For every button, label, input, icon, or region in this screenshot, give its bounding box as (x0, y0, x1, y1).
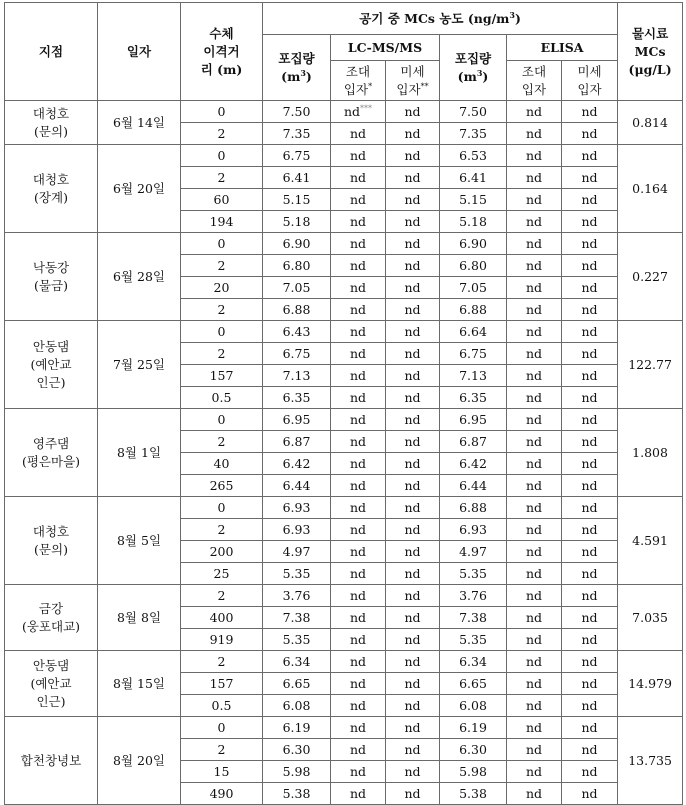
site-cell: 대청호 (문의) (5, 101, 98, 145)
header-volume-lcms: 포집량 $(m^3)$ (263, 35, 331, 101)
distance-cell: 20 (181, 277, 263, 299)
lcms-fine-cell: nd (386, 321, 440, 343)
footnote-coarse: * (368, 81, 373, 91)
header-lcms-fine (386, 61, 440, 101)
water-mcs-cell: 13.735 (618, 717, 683, 805)
elisa-coarse-cell: nd (507, 123, 562, 145)
lcms-fine-cell: nd (386, 387, 440, 409)
lcms-fine-cell: nd (386, 739, 440, 761)
mcs-concentration-table (4, 2, 683, 805)
lcms-fine-cell: nd (386, 431, 440, 453)
distance-cell: 2 (181, 651, 263, 673)
lcms-coarse-cell: nd (331, 277, 386, 299)
distance-cell: 2 (181, 123, 263, 145)
volume-elisa-cell: 6.42 (440, 453, 507, 475)
volume-lcms-cell: 5.98 (263, 761, 331, 783)
volume-lcms-cell: 6.65 (263, 673, 331, 695)
distance-cell: 0 (181, 497, 263, 519)
volume-lcms-cell: 5.38 (263, 783, 331, 805)
distance-cell: 2 (181, 431, 263, 453)
distance-cell: 25 (181, 563, 263, 585)
distance-cell: 2 (181, 299, 263, 321)
volume-lcms-cell: 6.41 (263, 167, 331, 189)
volume-lcms-cell: 6.30 (263, 739, 331, 761)
elisa-fine-cell: nd (562, 299, 618, 321)
lcms-coarse-cell: nd (331, 343, 386, 365)
elisa-coarse-cell: nd (507, 519, 562, 541)
elisa-fine-cell: nd (562, 739, 618, 761)
volume-lcms-cell: 5.18 (263, 211, 331, 233)
volume-lcms-cell: 6.75 (263, 343, 331, 365)
lcms-fine-cell: nd (386, 629, 440, 651)
lcms-fine-cell: nd (386, 123, 440, 145)
header-elisa: ELISA (507, 35, 618, 61)
volume-lcms-cell: 6.34 (263, 651, 331, 673)
lcms-coarse-cell: nd (331, 519, 386, 541)
header-lcms-coarse (331, 61, 386, 101)
distance-cell: 0 (181, 101, 263, 123)
elisa-fine-cell: nd (562, 497, 618, 519)
elisa-coarse-cell: nd (507, 387, 562, 409)
date-cell: 6월 20일 (98, 145, 181, 233)
header-air-concentration (263, 3, 618, 35)
lcms-fine-cell: nd (386, 409, 440, 431)
volume-elisa-cell: 6.30 (440, 739, 507, 761)
lcms-fine-cell: nd (386, 541, 440, 563)
site-cell: 낙동강 (물금) (5, 233, 98, 321)
elisa-coarse-cell: nd (507, 739, 562, 761)
lcms-fine-cell: nd (386, 453, 440, 475)
elisa-coarse-cell: nd (507, 211, 562, 233)
lcms-coarse-cell: nd (331, 189, 386, 211)
lcms-coarse-cell: nd (331, 255, 386, 277)
volume-lcms-cell: 7.13 (263, 365, 331, 387)
elisa-fine-cell: nd (562, 101, 618, 123)
site-cell: 대청호 (장계) (5, 145, 98, 233)
lcms-coarse-cell: nd (331, 651, 386, 673)
volume-elisa-cell: 7.05 (440, 277, 507, 299)
volume-lcms-cell: 3.76 (263, 585, 331, 607)
water-mcs-cell: 14.979 (618, 651, 683, 717)
elisa-fine-cell: nd (562, 365, 618, 387)
header-distance: 수체 이격거 리 (m) (181, 3, 263, 101)
table-row (5, 101, 683, 123)
water-mcs-cell: 0.164 (618, 145, 683, 233)
lcms-fine-cell: nd (386, 167, 440, 189)
elisa-coarse-cell: nd (507, 299, 562, 321)
table-row (5, 409, 683, 431)
elisa-coarse-cell: nd (507, 167, 562, 189)
distance-cell: 2 (181, 585, 263, 607)
site-cell: 안동댐 (예안교 인근) (5, 321, 98, 409)
lcms-coarse-cell: nd (331, 123, 386, 145)
volume-lcms-cell: 5.35 (263, 563, 331, 585)
lcms-fine-cell: nd (386, 365, 440, 387)
elisa-coarse-cell: nd (507, 189, 562, 211)
elisa-coarse-cell: nd (507, 343, 562, 365)
elisa-coarse-cell: nd (507, 321, 562, 343)
elisa-fine-cell: nd (562, 387, 618, 409)
elisa-fine-cell: nd (562, 695, 618, 717)
lcms-coarse-cell: nd (331, 233, 386, 255)
elisa-coarse-cell: nd (507, 101, 562, 123)
volume-elisa-cell: 6.08 (440, 695, 507, 717)
header-site: 지점 (5, 3, 98, 101)
volume-elisa-cell: 5.15 (440, 189, 507, 211)
distance-cell: 0 (181, 717, 263, 739)
volume-lcms-cell: 6.35 (263, 387, 331, 409)
lcms-fine-cell: nd (386, 783, 440, 805)
elisa-coarse-cell: nd (507, 783, 562, 805)
elisa-coarse-cell: nd (507, 629, 562, 651)
volume-elisa-cell: 6.41 (440, 167, 507, 189)
lcms-fine-cell: nd (386, 211, 440, 233)
lcms-fine-cell: nd (386, 475, 440, 497)
lcms-fine-cell: nd (386, 717, 440, 739)
distance-cell: 0 (181, 409, 263, 431)
elisa-coarse-cell: nd (507, 277, 562, 299)
lcms-coarse-cell: nd (331, 431, 386, 453)
elisa-coarse-cell: nd (507, 651, 562, 673)
table-row (5, 651, 683, 673)
lcms-coarse-cell: nd (331, 497, 386, 519)
water-mcs-cell: 0.814 (618, 101, 683, 145)
lcms-coarse-cell: nd (331, 541, 386, 563)
elisa-coarse-cell: nd (507, 145, 562, 167)
elisa-coarse-cell: nd (507, 255, 562, 277)
elisa-fine-cell: nd (562, 607, 618, 629)
lcms-fine-cell: nd (386, 563, 440, 585)
elisa-fine-cell: nd (562, 717, 618, 739)
elisa-fine-cell: nd (562, 321, 618, 343)
volume-elisa-cell: 6.87 (440, 431, 507, 453)
distance-cell: 60 (181, 189, 263, 211)
distance-cell: 400 (181, 607, 263, 629)
distance-cell: 0.5 (181, 387, 263, 409)
volume-lcms-cell: 6.19 (263, 717, 331, 739)
site-cell: 대청호 (문의) (5, 497, 98, 585)
site-cell: 금강 (웅포대교) (5, 585, 98, 651)
elisa-fine-cell: nd (562, 343, 618, 365)
distance-cell: 919 (181, 629, 263, 651)
lcms-coarse-cell: nd (331, 299, 386, 321)
header-lcms-fine-text: 미세 입자 (396, 63, 425, 97)
distance-cell: 157 (181, 673, 263, 695)
lcms-coarse-cell: nd (331, 211, 386, 233)
lcms-fine-cell: nd (386, 585, 440, 607)
lcms-fine-cell: nd (386, 277, 440, 299)
elisa-coarse-cell: nd (507, 607, 562, 629)
elisa-fine-cell: nd (562, 519, 618, 541)
date-cell: 7월 25일 (98, 321, 181, 409)
volume-lcms-cell: 5.35 (263, 629, 331, 651)
site-cell: 영주댐 (평은마을) (5, 409, 98, 497)
volume-elisa-cell: 6.53 (440, 145, 507, 167)
lcms-fine-cell: nd (386, 651, 440, 673)
volume-lcms-cell: 6.93 (263, 497, 331, 519)
volume-lcms-cell: 6.44 (263, 475, 331, 497)
table-row (5, 321, 683, 343)
header-elisa-coarse: 조대 입자 (507, 61, 562, 101)
elisa-fine-cell: nd (562, 431, 618, 453)
lcms-fine-cell: nd (386, 519, 440, 541)
distance-cell: 15 (181, 761, 263, 783)
lcms-fine-cell: nd (386, 255, 440, 277)
lcms-coarse-cell: nd (331, 387, 386, 409)
lcms-coarse-cell: nd (331, 409, 386, 431)
header-volume-elisa: 포집량 $(m^3)$ (440, 35, 507, 101)
date-cell: 6월 14일 (98, 101, 181, 145)
volume-elisa-cell: 6.34 (440, 651, 507, 673)
lcms-fine-cell: nd (386, 761, 440, 783)
table-body (5, 101, 683, 805)
volume-elisa-cell: 7.35 (440, 123, 507, 145)
volume-lcms-cell: 6.08 (263, 695, 331, 717)
elisa-coarse-cell: nd (507, 475, 562, 497)
header-lcms-coarse-text: 조대 입자 (343, 63, 371, 97)
distance-cell: 200 (181, 541, 263, 563)
volume-elisa-cell: 6.88 (440, 497, 507, 519)
elisa-fine-cell: nd (562, 453, 618, 475)
volume-lcms-cell: 7.35 (263, 123, 331, 145)
volume-lcms-cell: 6.43 (263, 321, 331, 343)
lcms-coarse-cell: nd (331, 585, 386, 607)
elisa-fine-cell: nd (562, 541, 618, 563)
volume-elisa-cell: 6.80 (440, 255, 507, 277)
elisa-fine-cell: nd (562, 145, 618, 167)
distance-cell: 2 (181, 519, 263, 541)
date-cell: 8월 15일 (98, 651, 181, 717)
elisa-coarse-cell: nd (507, 541, 562, 563)
table-header (5, 3, 683, 101)
volume-lcms-cell: 7.38 (263, 607, 331, 629)
lcms-coarse-cell: nd (331, 167, 386, 189)
water-mcs-cell: 1.808 (618, 409, 683, 497)
header-air-concentration-text: 공기 중 MCs 농도 $(ng/m^3)$ (359, 9, 521, 26)
volume-elisa-cell: 5.35 (440, 629, 507, 651)
volume-elisa-cell: 6.95 (440, 409, 507, 431)
distance-cell: 0.5 (181, 695, 263, 717)
lcms-coarse-cell: nd (331, 475, 386, 497)
distance-cell: 2 (181, 255, 263, 277)
lcms-coarse-cell: nd (331, 629, 386, 651)
lcms-coarse-cell: nd (331, 673, 386, 695)
volume-lcms-cell: 6.75 (263, 145, 331, 167)
elisa-coarse-cell: nd (507, 233, 562, 255)
elisa-coarse-cell: nd (507, 695, 562, 717)
water-mcs-cell: 0.227 (618, 233, 683, 321)
volume-lcms-cell: 4.97 (263, 541, 331, 563)
table-row (5, 145, 683, 167)
elisa-coarse-cell: nd (507, 673, 562, 695)
volume-elisa-cell: 6.44 (440, 475, 507, 497)
lcms-coarse-cell: nd (331, 695, 386, 717)
site-cell: 합천창녕보 (5, 717, 98, 805)
elisa-fine-cell: nd (562, 651, 618, 673)
volume-elisa-cell: 5.98 (440, 761, 507, 783)
footnote-fine: ** (420, 81, 429, 91)
distance-cell: 0 (181, 233, 263, 255)
elisa-coarse-cell: nd (507, 431, 562, 453)
volume-elisa-cell: 6.90 (440, 233, 507, 255)
lcms-coarse-cell: nd (331, 783, 386, 805)
volume-elisa-cell: 6.88 (440, 299, 507, 321)
water-mcs-cell: 122.77 (618, 321, 683, 409)
elisa-fine-cell: nd (562, 189, 618, 211)
volume-elisa-cell: 5.35 (440, 563, 507, 585)
elisa-fine-cell: nd (562, 167, 618, 189)
lcms-coarse-cell: nd (331, 145, 386, 167)
lcms-coarse-cell: nd (331, 739, 386, 761)
volume-elisa-cell: 4.97 (440, 541, 507, 563)
elisa-coarse-cell: nd (507, 585, 562, 607)
elisa-fine-cell: nd (562, 585, 618, 607)
elisa-fine-cell: nd (562, 783, 618, 805)
distance-cell: 265 (181, 475, 263, 497)
date-cell: 8월 5일 (98, 497, 181, 585)
volume-elisa-cell: 6.64 (440, 321, 507, 343)
water-mcs-cell: 7.035 (618, 585, 683, 651)
date-cell: 8월 1일 (98, 409, 181, 497)
volume-elisa-cell: 7.50 (440, 101, 507, 123)
lcms-coarse-cell: nd (331, 321, 386, 343)
volume-lcms-cell: 7.05 (263, 277, 331, 299)
volume-elisa-cell: 6.65 (440, 673, 507, 695)
volume-lcms-cell: 6.80 (263, 255, 331, 277)
header-lcms: LC-MS/MS (331, 35, 440, 61)
date-cell: 8월 20일 (98, 717, 181, 805)
footnote-nd: *** (360, 103, 373, 113)
elisa-coarse-cell: nd (507, 365, 562, 387)
table-row (5, 497, 683, 519)
date-cell: 6월 28일 (98, 233, 181, 321)
header-date: 일자 (98, 3, 181, 101)
elisa-coarse-cell: nd (507, 761, 562, 783)
lcms-fine-cell: nd (386, 145, 440, 167)
volume-elisa-cell: 6.19 (440, 717, 507, 739)
lcms-fine-cell: nd (386, 673, 440, 695)
volume-lcms-cell: 6.90 (263, 233, 331, 255)
distance-cell: 157 (181, 365, 263, 387)
distance-cell: 490 (181, 783, 263, 805)
lcms-fine-cell: nd (386, 607, 440, 629)
elisa-fine-cell: nd (562, 761, 618, 783)
table-row (5, 233, 683, 255)
volume-lcms-cell: 6.95 (263, 409, 331, 431)
lcms-coarse-cell: nd*** (331, 101, 386, 123)
elisa-fine-cell: nd (562, 233, 618, 255)
volume-elisa-cell: 7.38 (440, 607, 507, 629)
elisa-fine-cell: nd (562, 409, 618, 431)
elisa-fine-cell: nd (562, 255, 618, 277)
table-row (5, 717, 683, 739)
elisa-fine-cell: nd (562, 673, 618, 695)
elisa-fine-cell: nd (562, 475, 618, 497)
lcms-coarse-cell: nd (331, 365, 386, 387)
distance-cell: 40 (181, 453, 263, 475)
volume-elisa-cell: 5.18 (440, 211, 507, 233)
distance-cell: 2 (181, 739, 263, 761)
lcms-coarse-cell: nd (331, 563, 386, 585)
elisa-fine-cell: nd (562, 629, 618, 651)
distance-cell: 2 (181, 343, 263, 365)
elisa-fine-cell: nd (562, 123, 618, 145)
volume-lcms-cell: 6.87 (263, 431, 331, 453)
lcms-fine-cell: nd (386, 299, 440, 321)
water-mcs-cell: 4.591 (618, 497, 683, 585)
elisa-coarse-cell: nd (507, 497, 562, 519)
volume-elisa-cell: 7.13 (440, 365, 507, 387)
lcms-fine-cell: nd (386, 233, 440, 255)
volume-elisa-cell: 6.75 (440, 343, 507, 365)
volume-elisa-cell: 3.76 (440, 585, 507, 607)
volume-elisa-cell: 6.35 (440, 387, 507, 409)
lcms-fine-cell: nd (386, 695, 440, 717)
date-cell: 8월 8일 (98, 585, 181, 651)
volume-lcms-cell: 6.42 (263, 453, 331, 475)
table-row (5, 585, 683, 607)
elisa-coarse-cell: nd (507, 563, 562, 585)
header-elisa-fine: 미세 입자 (562, 61, 618, 101)
volume-lcms-cell: 5.15 (263, 189, 331, 211)
volume-elisa-cell: 5.38 (440, 783, 507, 805)
lcms-coarse-cell: nd (331, 717, 386, 739)
lcms-coarse-cell: nd (331, 607, 386, 629)
site-cell: 안동댐 (예안교 인근) (5, 651, 98, 717)
elisa-coarse-cell: nd (507, 409, 562, 431)
lcms-fine-cell: nd (386, 497, 440, 519)
volume-lcms-cell: 6.88 (263, 299, 331, 321)
volume-lcms-cell: 7.50 (263, 101, 331, 123)
distance-cell: 0 (181, 145, 263, 167)
elisa-coarse-cell: nd (507, 453, 562, 475)
lcms-fine-cell: nd (386, 101, 440, 123)
elisa-coarse-cell: nd (507, 717, 562, 739)
lcms-fine-cell: nd (386, 189, 440, 211)
distance-cell: 0 (181, 321, 263, 343)
distance-cell: 2 (181, 167, 263, 189)
lcms-fine-cell: nd (386, 343, 440, 365)
lcms-coarse-cell: nd (331, 761, 386, 783)
distance-cell: 194 (181, 211, 263, 233)
elisa-fine-cell: nd (562, 563, 618, 585)
volume-lcms-cell: 6.93 (263, 519, 331, 541)
volume-elisa-cell: 6.93 (440, 519, 507, 541)
lcms-coarse-cell: nd (331, 453, 386, 475)
elisa-fine-cell: nd (562, 277, 618, 299)
header-water-mcs: 물시료 MCs (μg/L) (618, 3, 683, 101)
elisa-fine-cell: nd (562, 211, 618, 233)
